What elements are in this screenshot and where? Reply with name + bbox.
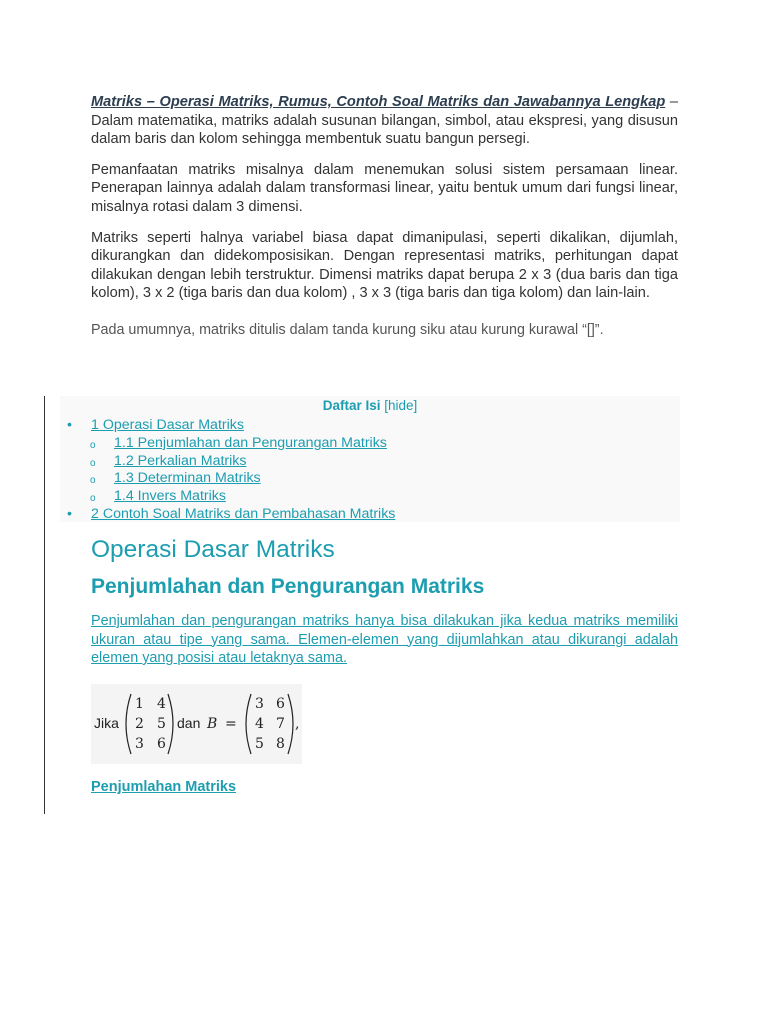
heading-penjumlahan-pengurangan: Penjumlahan dan Pengurangan Matriks [91,575,485,598]
toc-item-operasi-dasar[interactable] [60,417,680,435]
toc-item-label: 1.1 Penjumlahan dan Pengurangan Matriks [114,434,387,451]
formula-comma: , [295,716,300,732]
table-of-contents [60,396,680,522]
intro-paragraph-3: Matriks seperti halnya variabel biasa dapat dimanipulasi, seperti dikalikan, dijumlah, dikurangkan dan didekomposisikan. Dengan representasi matriks, perhitungan dapat dilakukan dengan lebih terstruktur. Dimensi matriks dapat berupa 2 x 3 (dua baris dan tiga kolom), 3 x 2 (tiga baris dan dua kolom) , 3 x 3 (tiga baris dan tiga kolom) dan lain-lain. [91,229,678,302]
right-paren-a [168,694,173,754]
matrix-a-cell: 6 [157,736,166,752]
intro-paragraph-1-text: – Dalam matematika, matriks adalah susunan bilangan, simbol, atau ekspresi, yang disusun dalam baris dan kolom sehingga membentuk suatu bangun persegi. [91,94,678,148]
formula-eq: = [225,716,237,732]
left-paren-a [126,694,131,754]
right-paren-b [288,694,293,754]
toc-item-label: 1 Operasi Dasar Matriks [91,417,244,433]
matrix-a-cell: 2 [135,716,144,732]
matrix-b-cell: 5 [255,736,264,752]
toc-item-penjumlahan[interactable] [60,435,680,453]
left-paren-b [246,694,251,754]
toc-item-contoh-soal[interactable] [60,506,680,524]
matrix-a-cell: 5 [157,716,166,732]
matrix-a-cell: 1 [135,696,144,712]
formula-dan: dan [177,715,201,731]
toc-item-perkalian[interactable] [60,453,680,471]
matrix-b-cell: 4 [255,716,264,732]
toc-item-label: 1.4 Invers Matriks [114,488,226,505]
intro-paragraph-1 [91,93,678,149]
toc-hide-link[interactable]: [hide] [380,398,418,413]
toc-item-invers[interactable] [60,488,680,506]
formula-b: B [207,716,218,732]
circle-bullet-icon: o [90,457,96,469]
circle-bullet-icon: o [90,475,96,487]
toc-item-label: 1.3 Determinan Matriks [114,470,261,487]
toc-item-label: 2 Contoh Soal Matriks dan Pembahasan Matriks [91,505,396,522]
matrix-formula-svg [91,684,302,764]
left-vertical-rule [44,396,45,814]
matrix-b-cell: 3 [255,696,264,712]
toc-list [60,417,680,524]
matrix-b-cell: 6 [276,696,285,712]
matrix-a-cell: 4 [157,696,166,712]
matrix-b-cell: 7 [276,716,285,732]
intro-paragraph-4: Pada umumnya, matriks ditulis dalam tanda kurung siku atau kurung kurawal “[]”. [91,321,604,338]
formula-jika: Jika [94,715,119,731]
matrix-formula [91,684,302,764]
matrix-b-cell: 8 [276,736,285,752]
toc-header [60,396,680,417]
bullet-icon: • [67,417,72,433]
toc-item-label: 1.2 Perkalian Matriks [114,452,247,469]
circle-bullet-icon: o [90,493,96,505]
penjumlahan-description[interactable]: Penjumlahan dan pengurangan matriks hanya bisa dilakukan jika kedua matriks memiliki ukuran atau tipe yang sama. Elemen-elemen yang dijumlahkan atau dikurangi adalah elemen yang posisi atau letaknya sama. [91,613,678,666]
heading-operasi-dasar: Operasi Dasar Matriks [91,536,335,563]
matrix-a-cell: 3 [135,736,144,752]
intro-content [91,93,678,352]
toc-title: Daftar Isi [322,398,381,413]
article-title-link[interactable]: Matriks – Operasi Matriks, Rumus, Contoh Soal Matriks dan Jawabannya Lengkap [91,94,666,110]
heading-penjumlahan-matriks[interactable]: Penjumlahan Matriks [91,779,237,795]
circle-bullet-icon: o [90,439,96,451]
intro-paragraph-2: Pemanfaatan matriks misalnya dalam menemukan solusi sistem persamaan linear. Penerapan lainnya adalah dalam transformasi linear, yaitu bentuk umum dari fungsi linear, misalnya rotasi dalam 3 dimensi. [91,161,678,215]
bullet-icon: • [67,505,72,522]
toc-item-determinan[interactable] [60,470,680,488]
